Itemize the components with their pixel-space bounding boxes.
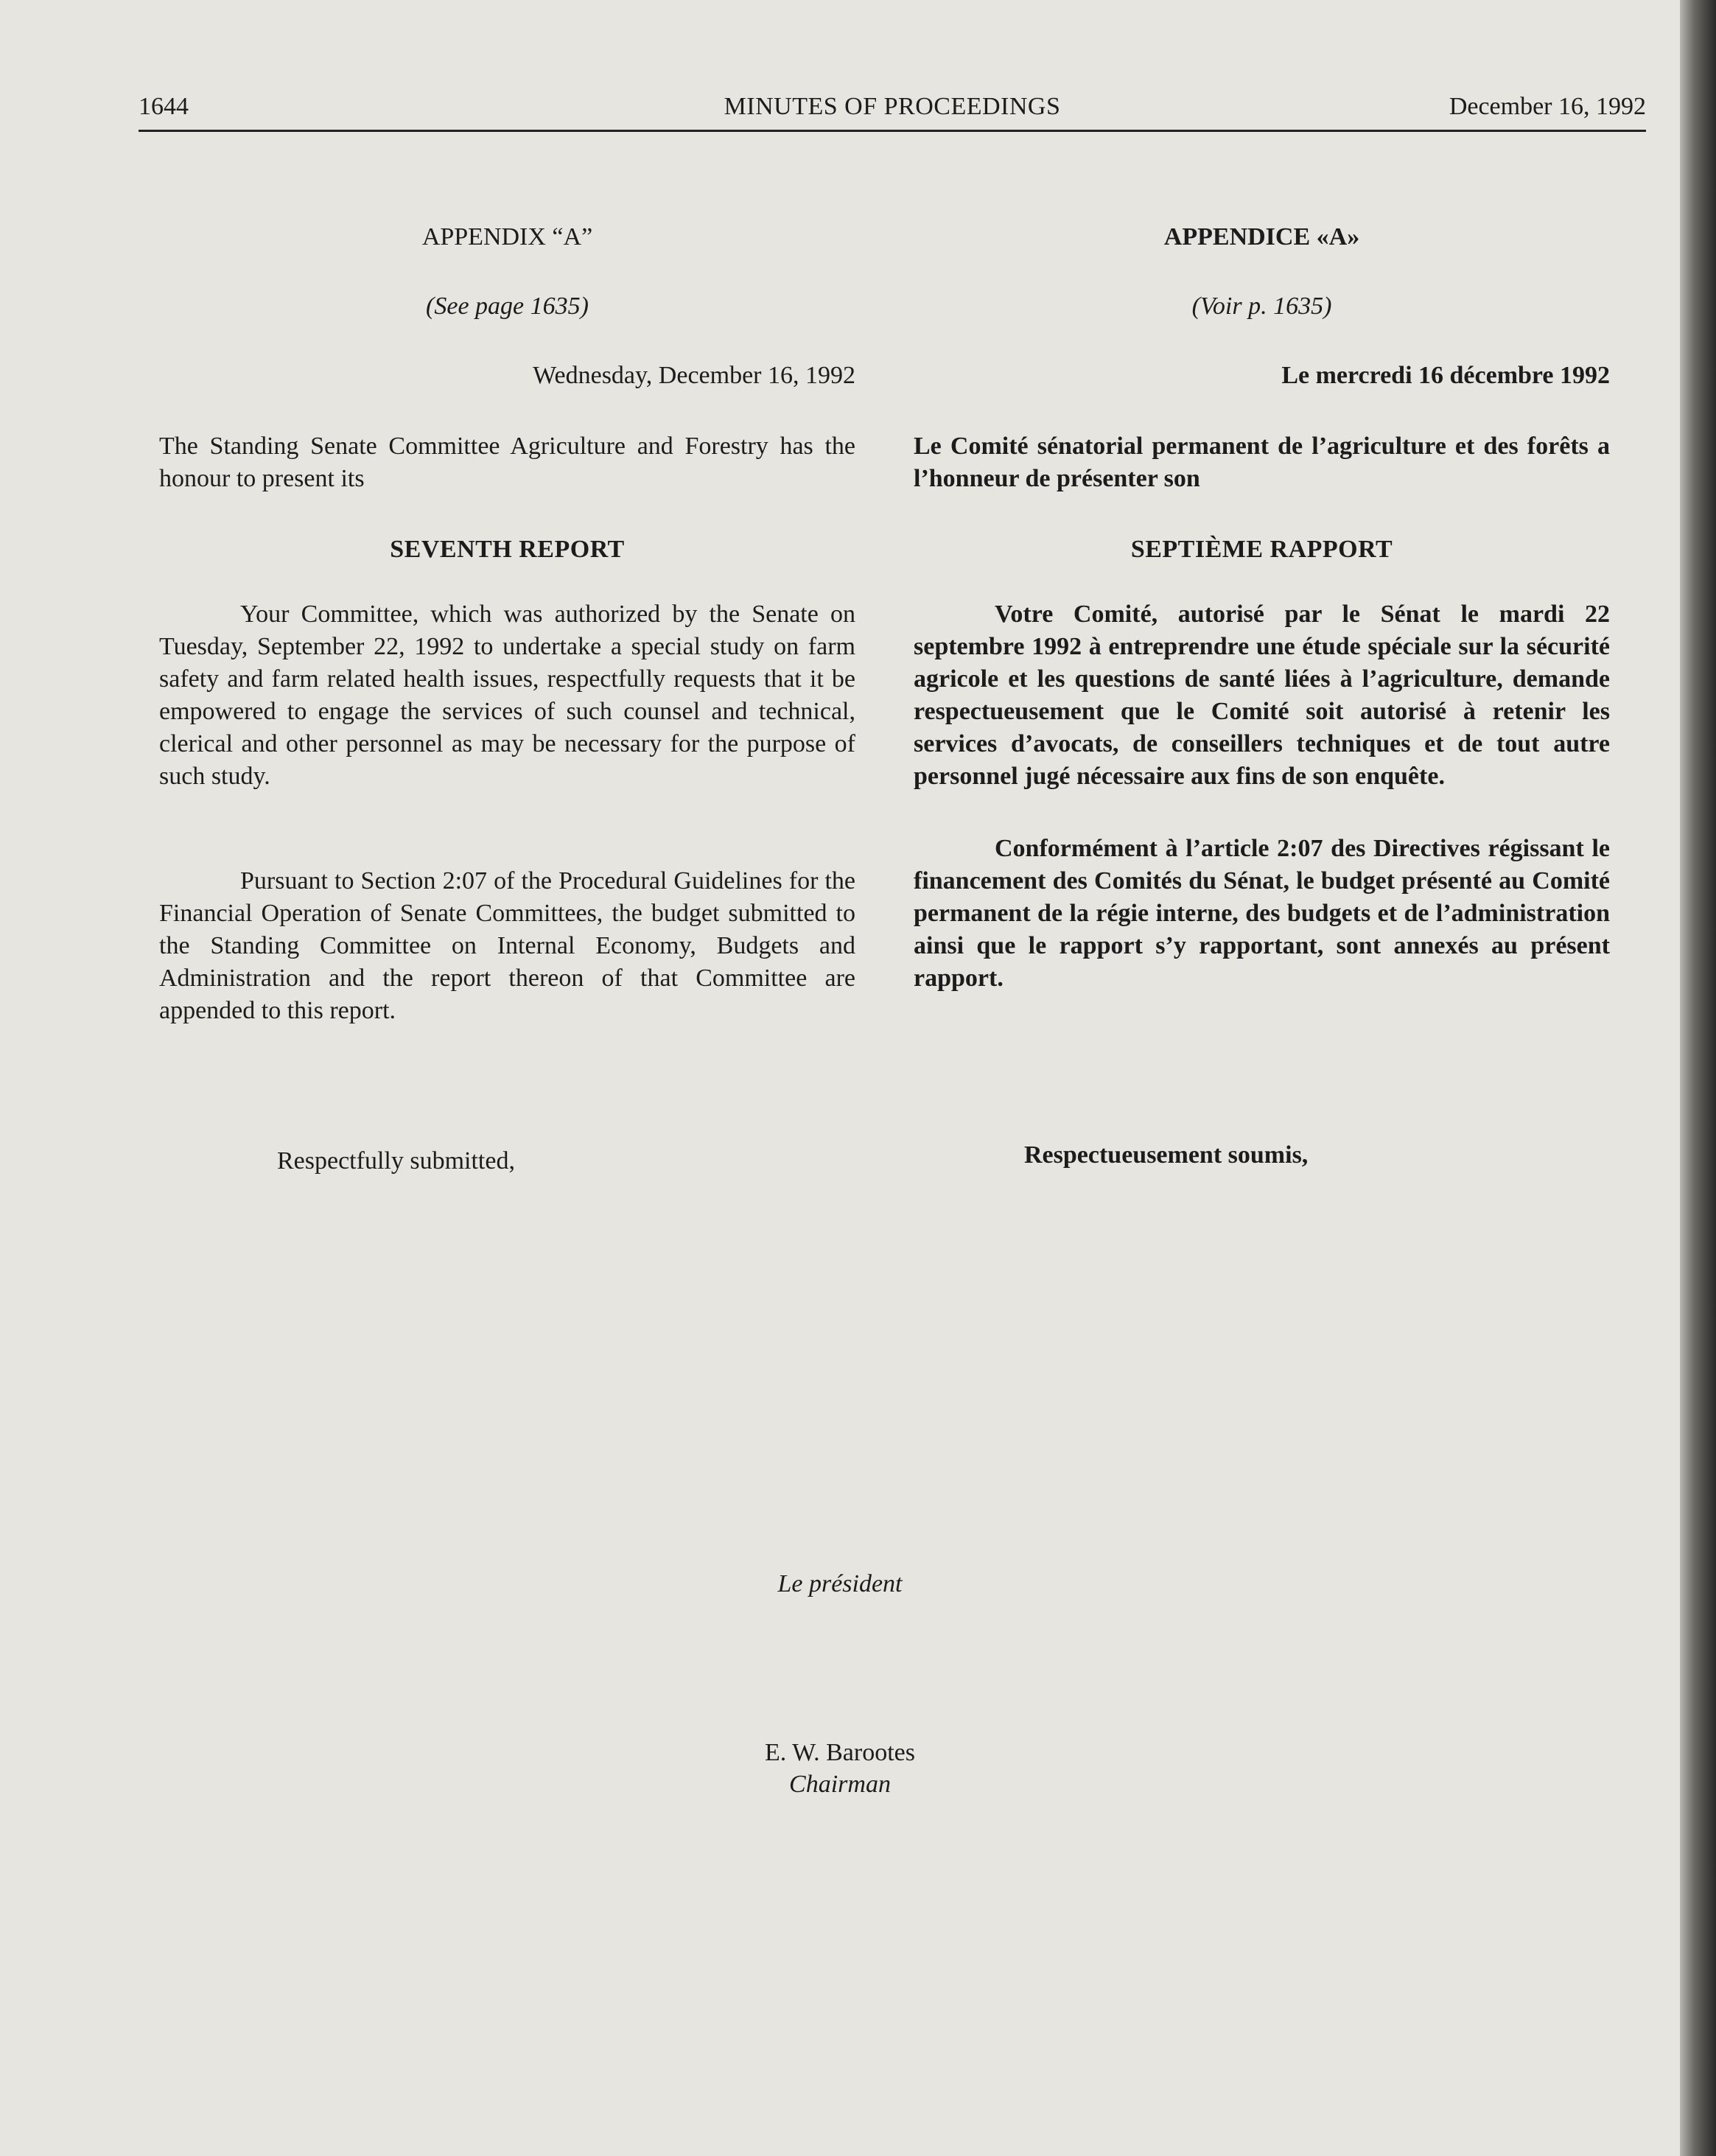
paragraph-1-en: Your Committee, which was authorized by the Senate on Tuesday, September 22, 1992 to undertake a special study on farm safety and farm related health issues, respectfully requests that it be empowered to engage the services of such counsel and technical, clerical and other personnel as may be necessary for the purpose of such study. [159,601,855,790]
french-column [914,221,1610,1172]
report-date-fr: Le mercredi 16 décembre 1992 [1281,362,1610,389]
english-column [159,221,855,1177]
appendix-title-en: APPENDIX “A” [421,223,593,251]
report-date-en: Wednesday, December 16, 1992 [533,362,855,389]
closing-fr: Respectueusement soumis, [1024,1141,1309,1169]
header-title: MINUTES OF PROCEEDINGS [724,93,1061,120]
intro-fr: Le Comité sénatorial permanent de l’agriculture et des forêts a l’honneur de présenter son [914,433,1610,492]
intro-en: The Standing Senate Committee Agriculture and Forestry has the honour to present its [159,433,855,492]
paragraph-1-fr: Votre Comité, autorisé par le Sénat le mardi 22 septembre 1992 à entreprendre une étude spéciale sur la sécurité agricole et les questions de santé liées à l’agriculture, demande respectueusement que le Comité soit autorisé à retenir les services d’avocats, de conseillers techniques et de tout autre personnel jugé nécessaire aux fins de son enquête. [914,601,1610,790]
report-title-fr: SEPTIÈME RAPPORT [1130,536,1393,563]
paragraph-2-fr: Conformément à l’article 2:07 des Directives régissant le financement des Comités du Sénat, le budget présenté au Comité permanent de la régie interne, des budgets et de l’administration ainsi que le rapport s’y rapportant, sont annexés au présent rapport. [914,835,1610,992]
closing-en: Respectfully submitted, [277,1147,515,1175]
chairman-title: Chairman [789,1771,891,1798]
running-header [139,93,1646,130]
page-reference-en: (See page 1635) [426,293,589,320]
paragraph-2-en: Pursuant to Section 2:07 of the Procedural Guidelines for the Financial Operation of Senate Committees, the budget submitted to the Standing Committee on Internal Economy, Budgets and Administration and the report thereon of that Committee are appended to this report. [159,867,855,1024]
report-title-en: SEVENTH REPORT [390,536,625,563]
page-number: 1644 [139,93,189,120]
header-date: December 16, 1992 [1449,93,1646,120]
page-reference-fr: (Voir p. 1635) [1191,293,1332,320]
header-rule [139,130,1646,132]
signatory-name: E. W. Barootes [765,1739,915,1766]
page-edge-shadow [1680,0,1716,2156]
appendix-title-fr: APPENDICE «A» [1163,223,1360,251]
president-title: Le président [777,1570,903,1597]
